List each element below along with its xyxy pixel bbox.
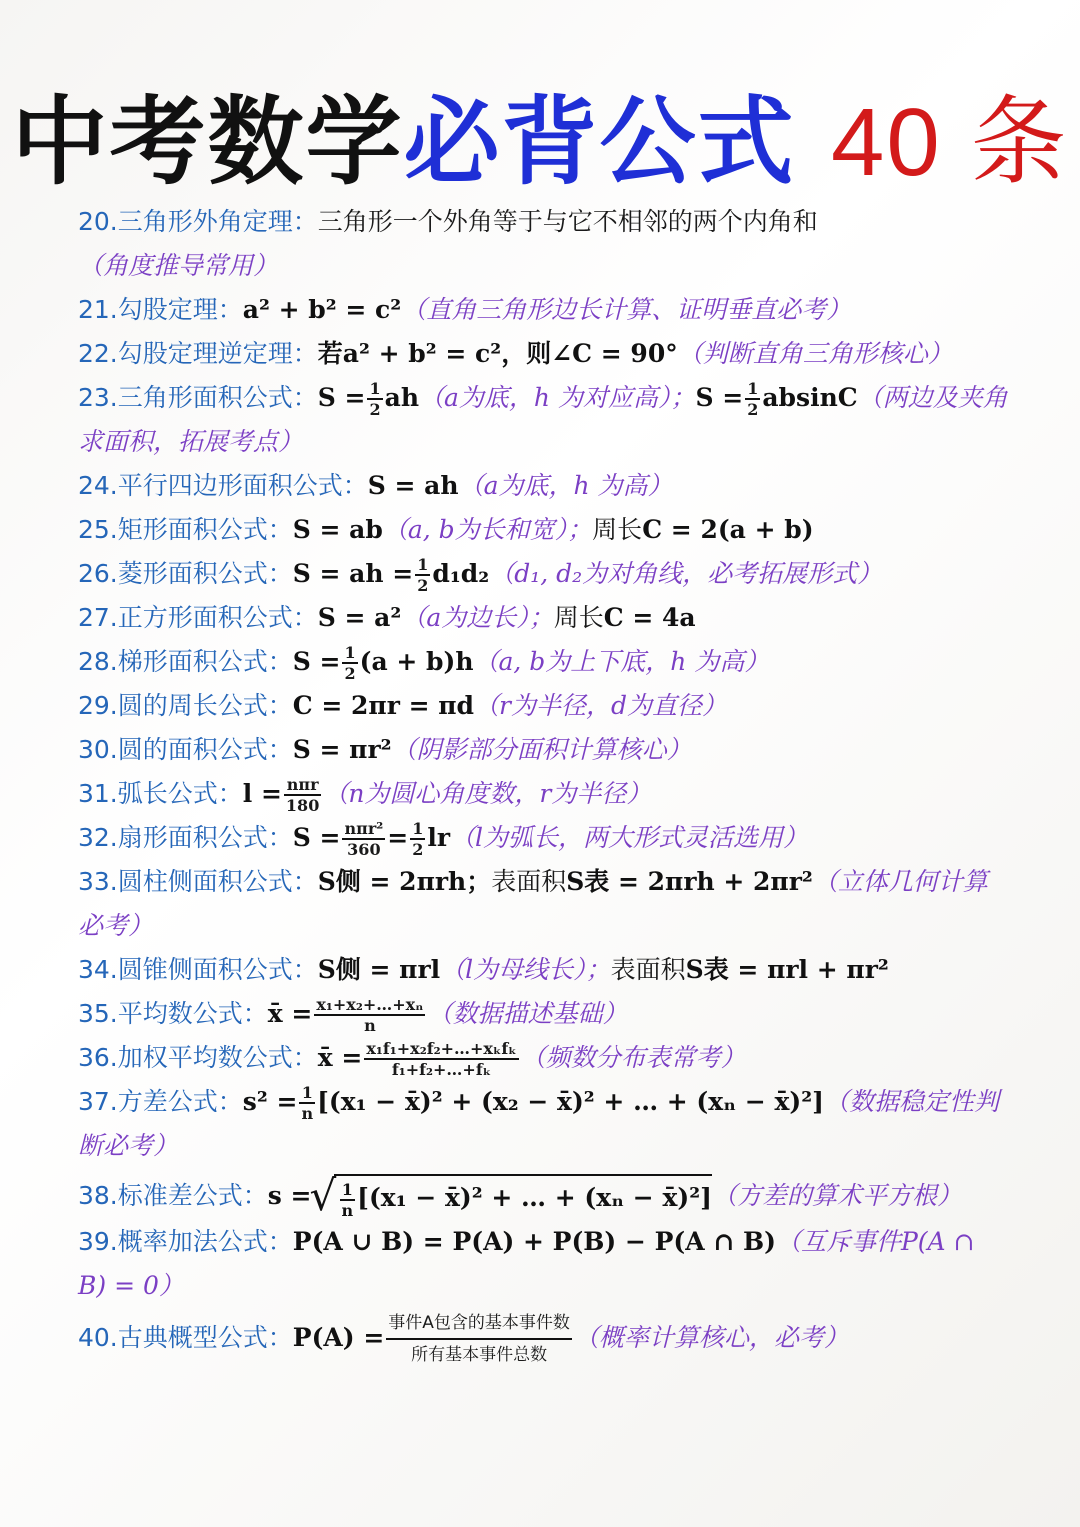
item-note: （a为边长）； — [401, 603, 554, 632]
fraction — [367, 379, 382, 419]
item-formula: a² + b² = c² — [242, 295, 402, 324]
item-label: 35.平均数公式： — [78, 999, 268, 1028]
item-label: 30.圆的面积公式： — [78, 735, 293, 764]
item-label: 26.菱形面积公式： — [78, 559, 293, 588]
item-note: （r为半径，d为直径） — [474, 691, 727, 720]
item-formula: l = — [242, 779, 282, 808]
fraction-denominator: 360 — [347, 840, 381, 859]
fraction — [314, 995, 425, 1035]
item-formula: S = — [292, 647, 341, 676]
item-formula: S = ab — [292, 515, 383, 544]
item-label: 24.平行四边形面积公式： — [78, 471, 368, 500]
fraction — [410, 819, 425, 859]
item-formula: S = — [292, 823, 341, 852]
fraction — [342, 643, 357, 683]
fraction — [342, 819, 385, 859]
fraction-numerator: x₁+x₂+…+xₙ — [316, 995, 424, 1014]
formula-item-24 — [78, 464, 1008, 508]
formula-item-36 — [78, 1036, 1008, 1080]
fraction-numerator: 1 — [747, 379, 759, 398]
item-label: 31.弧长公式： — [78, 779, 243, 808]
item-formula: C = 2(a + b) — [642, 515, 814, 544]
item-note: （a为底，h 为对应高）； — [419, 383, 696, 412]
item-label: 22.勾股定理逆定理： — [78, 339, 318, 368]
item-formula: (a + b)h — [359, 647, 474, 676]
item-note: （立体几何计算必考） — [78, 867, 988, 940]
item-note: （n为圆心角度数，r为半径） — [323, 779, 652, 808]
fraction — [415, 555, 430, 595]
item-note: （l为弧长，两大形式灵活选用） — [450, 823, 809, 852]
item-label: 28.梯形面积公式： — [78, 647, 293, 676]
item-formula: S = — [695, 383, 744, 412]
item-formula: [(x₁ − x̄)² + (x₂ − x̄)² + … + (xₙ − x̄)²] — [317, 1087, 825, 1116]
item-formula: absinC — [762, 383, 858, 412]
fraction-denominator: 所有基本事件总数 — [411, 1345, 548, 1365]
fraction-numerator: 1 — [344, 643, 356, 662]
item-formula: P(A) = — [292, 1323, 385, 1352]
fraction — [284, 775, 321, 815]
item-note: （阴影部分面积计算核心） — [391, 735, 692, 764]
item-label: 20.三角形外角定理： — [78, 207, 318, 236]
item-label: 37.方差公式： — [78, 1087, 243, 1116]
fraction — [745, 379, 760, 419]
formula-item-32 — [78, 816, 1008, 860]
fraction-denominator: n — [341, 1200, 354, 1220]
fraction — [386, 1308, 572, 1370]
item-note: （数据稳定性判断必考） — [78, 1087, 1000, 1160]
fraction-numerator: nπr² — [344, 819, 384, 838]
item-label: 40.古典概型公式： — [78, 1323, 293, 1352]
formula-item-21 — [78, 288, 1008, 332]
title-part-blue: 必背公式 — [403, 86, 796, 198]
item-label: 39.概率加法公式： — [78, 1227, 293, 1256]
formula-item-33 — [78, 860, 1008, 948]
item-note: （a, b为长和宽）； — [382, 515, 593, 544]
formula-item-22 — [78, 332, 1008, 376]
item-label: 29.圆的周长公式： — [78, 691, 293, 720]
item-formula: = — [387, 823, 409, 852]
formula-item-27 — [78, 596, 1008, 640]
item-label: 36.加权平均数公式： — [78, 1043, 318, 1072]
fraction — [340, 1180, 356, 1220]
fraction-numerator: 1 — [299, 1083, 315, 1104]
item-text: 周长 — [592, 515, 643, 544]
title-part-red: 40 条 — [830, 89, 1069, 196]
fraction-numerator: 1 — [369, 379, 381, 398]
formula-item-40 — [78, 1308, 1008, 1370]
item-label: 33.圆柱侧面积公式： — [78, 867, 318, 896]
formula-item-37 — [78, 1080, 1008, 1168]
formula-list — [78, 200, 1008, 1370]
item-formula: S = ah — [367, 471, 459, 500]
formula-item-38 — [78, 1174, 1008, 1220]
item-label: 32.扇形面积公式： — [78, 823, 293, 852]
item-formula: d₁d₂ — [432, 559, 490, 588]
fraction-denominator: n — [364, 1016, 376, 1035]
fraction — [364, 1039, 518, 1079]
item-note: （方差的算术平方根） — [711, 1181, 962, 1210]
item-label: 23.三角形面积公式： — [78, 383, 318, 412]
item-formula: s² = — [242, 1087, 298, 1116]
formula-item-34 — [78, 948, 1008, 992]
item-note: （数据描述基础） — [427, 999, 628, 1028]
item-formula: C = 2πr = πd — [292, 691, 475, 720]
fraction-numerator: 1 — [412, 819, 424, 838]
item-note: （d₁, d₂为对角线，必考拓展形式） — [489, 559, 883, 588]
fraction-numerator: x₁f₁+x₂f₂+…+xₖfₖ — [366, 1039, 517, 1058]
item-note: （互斥事件P(A ∩ B) = 0） — [78, 1227, 975, 1300]
item-note: （判断直角三角形核心） — [677, 339, 953, 368]
item-note: （两边及夹角求面积，拓展考点） — [78, 383, 1008, 456]
item-text: 表面积 — [610, 955, 686, 984]
square-root — [334, 1174, 712, 1220]
item-formula: ah — [384, 383, 419, 412]
fraction-numerator: nπr — [284, 775, 321, 796]
item-label: 38.标准差公式： — [78, 1181, 268, 1210]
item-formula: P(A ∪ B) = P(A) + P(B) − P(A ∩ B) — [292, 1227, 776, 1256]
item-formula: [(x₁ − x̄)² + … + (xₙ − x̄)²] — [357, 1183, 712, 1212]
item-formula: C = 4a — [603, 603, 696, 632]
fraction-denominator: 2 — [417, 576, 429, 595]
formula-item-31 — [78, 772, 1008, 816]
item-note: （概率计算核心，必考） — [573, 1323, 849, 1352]
item-formula: S = a² — [317, 603, 402, 632]
fraction-denominator: 2 — [344, 664, 356, 683]
item-formula: S = πr² — [292, 735, 392, 764]
item-text: 三角形一个外角等于与它不相邻的两个内角和 — [317, 207, 818, 236]
item-formula: lr — [427, 823, 451, 852]
fraction-denominator: 2 — [369, 400, 381, 419]
formula-item-25 — [78, 508, 1008, 552]
item-note: （角度推导常用） — [78, 251, 279, 280]
item-note: （a, b为上下底，h 为高） — [473, 647, 770, 676]
fraction-denominator: 2 — [412, 840, 424, 859]
formula-item-35 — [78, 992, 1008, 1036]
fraction-numerator: √ 1 — [340, 1180, 356, 1201]
item-text: 周长 — [553, 603, 604, 632]
item-label: 21.勾股定理： — [78, 295, 243, 324]
item-formula: S侧 = 2πrh； — [317, 867, 492, 896]
item-formula: S = — [317, 383, 366, 412]
item-formula: x̄ = — [317, 1043, 363, 1072]
item-label: 27.正方形面积公式： — [78, 603, 318, 632]
item-formula: S表 = πrl + πr² — [685, 955, 889, 984]
formula-item-20 — [78, 200, 1008, 288]
item-note: （a为底，h 为高） — [458, 471, 673, 500]
fraction-denominator: n — [301, 1104, 314, 1123]
item-formula: 若a² + b² = c²，则∠C = 90° — [317, 339, 678, 368]
item-label: 25.矩形面积公式： — [78, 515, 293, 544]
formula-item-29 — [78, 684, 1008, 728]
item-note: （l为母线长）； — [440, 955, 611, 984]
fraction-denominator: 2 — [747, 400, 759, 419]
formula-item-26 — [78, 552, 1008, 596]
formula-item-28 — [78, 640, 1008, 684]
item-formula: S侧 = πrl — [317, 955, 441, 984]
fraction — [299, 1083, 315, 1123]
formula-item-39 — [78, 1220, 1008, 1308]
item-formula: x̄ = — [267, 999, 313, 1028]
item-formula: S = ah = — [292, 559, 414, 588]
item-label: 34.圆锥侧面积公式： — [78, 955, 318, 984]
fraction-denominator: f₁+f₂+…+fₖ — [391, 1060, 492, 1079]
fraction-numerator: 事件A包含的基本事件数 — [386, 1308, 572, 1340]
item-text: 表面积 — [491, 867, 567, 896]
fraction-denominator: 180 — [285, 796, 320, 815]
formula-item-30 — [78, 728, 1008, 772]
item-formula: S表 = 2πrh + 2πr² — [566, 867, 813, 896]
formula-item-23 — [78, 376, 1008, 464]
title-part-black: 中考数学 — [11, 86, 404, 198]
item-note: （频数分布表常考） — [520, 1043, 746, 1072]
item-formula: s = — [267, 1181, 312, 1210]
page-title — [0, 82, 1080, 203]
item-note: （直角三角形边长计算、证明垂直必考） — [401, 295, 852, 324]
fraction-numerator: 1 — [417, 555, 429, 574]
